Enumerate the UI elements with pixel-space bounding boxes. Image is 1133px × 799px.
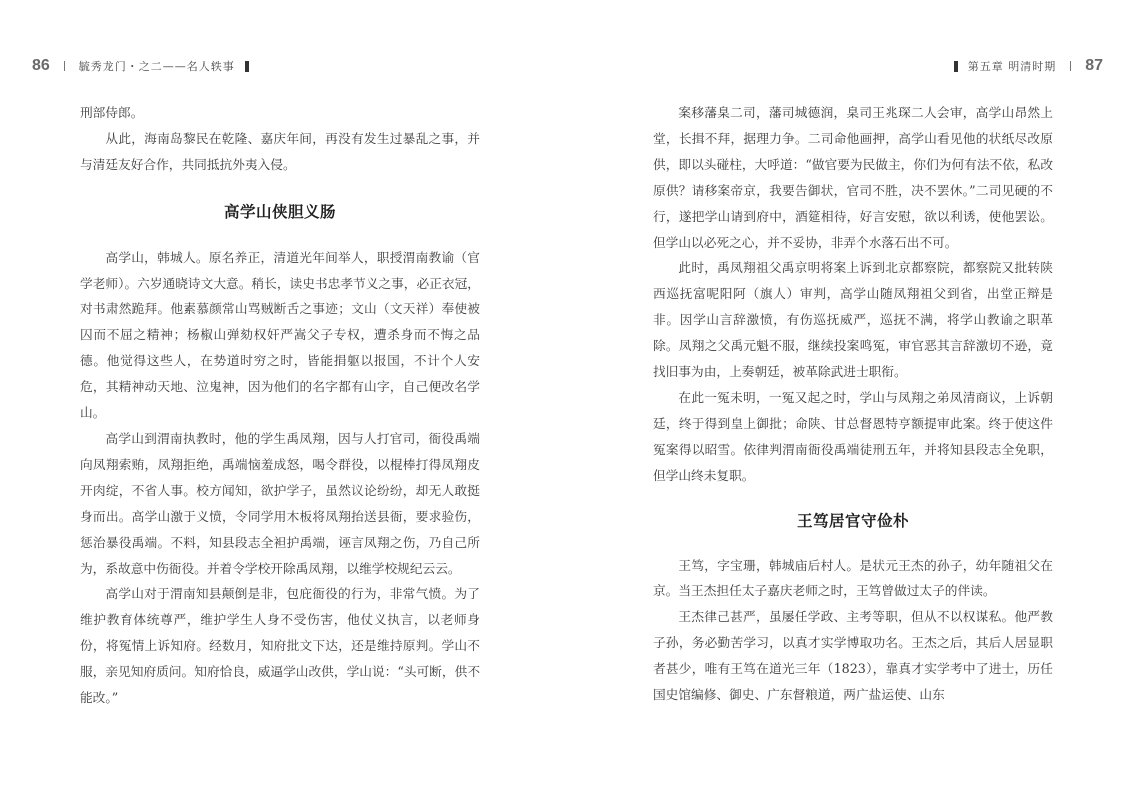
header-block-mark: [954, 61, 958, 72]
header-separator: [1070, 61, 1071, 71]
paragraph: 在此一冤未明，一冤又起之时，学山与凤翔之弟凤清商议，上诉朝廷，终于得到皇上御批；命陕、甘总督恩特亨额提审此案。终于使这件冤案得以昭雪。依律判渭南衙役禹端徒刑五年，并将知县段志全免职，但学山终未复职。: [653, 389, 1053, 483]
right-page-header: [944, 55, 1103, 77]
paragraph: 此时，禹凤翔祖父禹京明将案上诉到北京都察院，都察院又批转陕西巡抚富呢阳阿（旗人）审判，高学山随凤翔祖父到省，出堂正辩是非。因学山言辞激愤，有伤巡抚威严，巡抚不满，将学山教谕之职革除。凤翔之父禹元魁不服，继续投案鸣冤，审官恶其言辞激切不逊，竟找旧事为由，上奏朝廷，被革除武进士职衔。: [653, 260, 1053, 380]
right-page-body: [653, 100, 1053, 708]
left-page-header: [32, 55, 259, 77]
paragraph: 高学山到渭南执教时，他的学生禹凤翔，因与人打官司，衙役禹端向凤翔索贿，凤翔拒绝，禹端恼羞成怒，喝令群役，以棍棒打得凤翔皮开肉绽，不省人事。校方闻知，欲护学子，虽然议论纷纷，却无人敢挺身而出。高学山激于义愤，令同学用木板将凤翔抬送县衙，要求验伤，惩治暴役禹端。不料，知县段志全袒护禹端，诬言凤翔之伤，乃自己所为，系故意中伤衙役。并着令学校开除禹凤翔，以维学校规纪云云。: [80, 430, 480, 576]
running-header-title: 毓秀龙门・之二——名人轶事: [78, 60, 235, 73]
page-number: 86: [32, 57, 50, 74]
paragraph: 刑部侍郎。: [80, 105, 144, 120]
section-title: 高学山侠胆义肠: [223, 201, 336, 221]
header-block-mark: [245, 61, 249, 72]
right-page: [567, 0, 1133, 799]
paragraph: 王笃，字宝珊，韩城庙后村人。是状元王杰的孙子，幼年随祖父在京。当王杰担任太子嘉庆老师之时，王笃曾做过太子的伴读。: [653, 557, 1053, 599]
header-separator: [64, 61, 65, 71]
paragraph: 高学山对于渭南知县颠倒是非，包庇衙役的行为，非常气愤。为了维护教育体统尊严，维护学生人身不受伤害，他仗义执言，以老师身份，将冤情上诉知府。经数月，知府批文下达，还是维持原判。学山不服，亲见知府质问。知府恰良，威逼学山改供，学山说：“头可断，供不能改。”: [80, 586, 480, 706]
section-title: 王笃居官守俭朴: [796, 510, 909, 530]
paragraph: 从此，海南岛黎民在乾隆、嘉庆年间，再没有发生过暴乱之事，并与清廷友好合作，共同抵抗外夷入侵。: [80, 130, 480, 172]
left-page-body: [80, 100, 480, 711]
paragraph: 高学山，韩城人。原名养正，清道光年间举人，职授渭南教谕（官学老师）。六岁通晓诗文大意。稍长，读史书忠孝节义之事，必正衣冠，对书肃然跪拜。他素慕颜常山骂贼断舌之事迹；文山（文天祥）奉使被囚而不屈之精神；杨椒山弹劾权奸严嵩父子专权，遭杀身而不悔之品德。他觉得这些人，在势道时穷之时，皆能捐躯以报国，不计个人安危，其精神动天地、泣鬼神，因为他们的名字都有山字，自己便改名学山。: [80, 249, 480, 421]
paragraph: 王杰律己甚严，虽屡任学政、主考等职，但从不以权谋私。他严教子孙，务必勤苦学习，以真才实学博取功名。王杰之后，其后人居显职者甚少，唯有王笃在道光三年（1823），靠真才实学考中了进士，历任国史馆编修、御史、广东督粮道，两广盐运使、山东: [653, 609, 1053, 703]
running-header-title: 第五章 明清时期: [967, 60, 1057, 73]
page-number: 87: [1085, 57, 1103, 74]
left-page: [0, 0, 566, 799]
paragraph: 案移藩臬二司，藩司城德润，臬司王兆琛二人会审，高学山昂然上堂，长揖不拜，据理力争。二司命他画押，高学山看见他的状纸尽改原供，即以头碰柱，大呼道：“做官要为民做主，你们为何有法不依，私改原供？请移案帝京，我要告御状，官司不胜，决不罢休。”二司见硬的不行，遂把学山请到府中，酒筵相待，好言安慰，欲以利诱，使他罢讼。但学山以必死之心，并不妥协，非弄个水落石出不可。: [653, 105, 1053, 250]
